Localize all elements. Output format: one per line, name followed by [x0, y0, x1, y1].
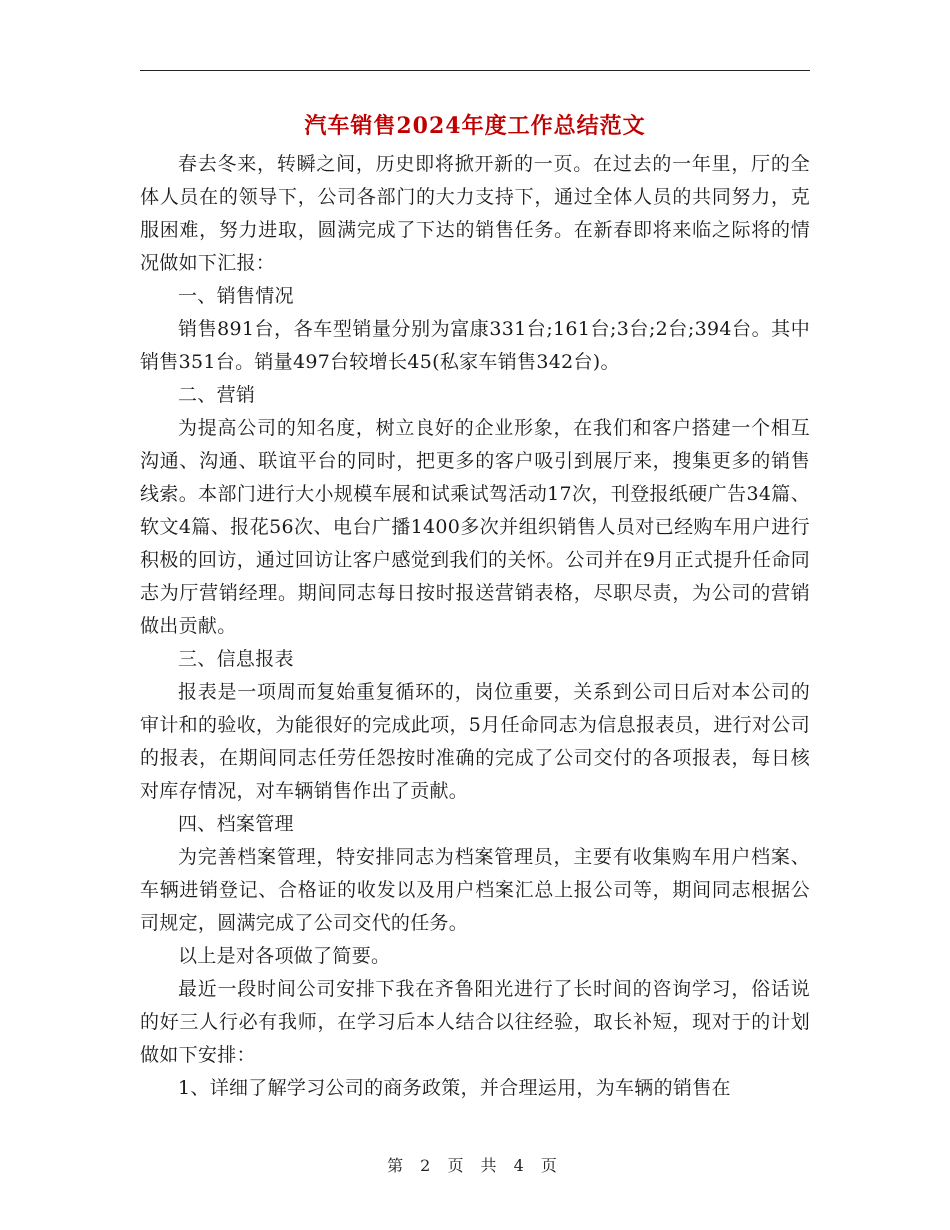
page-number: 第 2 页 共 4 页	[387, 1156, 563, 1175]
section-heading-sales: 一、销售情况	[178, 285, 294, 307]
paragraph-summary: 以上是对各项做了简要。	[178, 945, 391, 967]
section-heading-reports: 三、信息报表	[178, 648, 294, 670]
section-heading-archives: 四、档案管理	[178, 813, 294, 835]
paragraph-marketing: 为提高公司的知名度，树立良好的企业形象，在我们和客户搭建一个相互沟通、沟通、联谊平台的同时，把更多的客户吸引到展厅来，搜集更多的销售线索。本部门进行大小规模车展和试乘试驾活动17次，刊登报纸硬广告34篇、软文4篇、报花56次、电台广播1400多次并组织销售人员对已经购车用户进行积极的回访，通过回访让客户感觉到我们的关怀。公司并在9月正式提升任命同志为厅营销经理。期间同志每日按时报送营销表格，尽职尽责，为公司的营销做出贡献。	[140, 417, 810, 637]
document-body	[140, 148, 810, 1105]
header-rule	[140, 70, 810, 71]
paragraph-intro: 春去冬来，转瞬之间，历史即将掀开新的一页。在过去的一年里，厅的全体人员在的领导下，公司各部门的大力支持下，通过全体人员的共同努力，克服困难，努力进取，圆满完成了下达的销售任务。在新春即将来临之际将的情况做如下汇报：	[140, 153, 810, 274]
paragraph-archives: 为完善档案管理，特安排同志为档案管理员，主要有收集购车用户档案、车辆进销登记、合格证的收发以及用户档案汇总上报公司等，期间同志根据公司规定，圆满完成了公司交代的任务。	[140, 846, 810, 934]
paragraph-sales: 销售891台，各车型销量分别为富康331台;161台;3台;2台;394台。其中销售351台。销量497台较增长45(私家车销售342台)。	[140, 318, 810, 373]
paragraph-study: 最近一段时间公司安排下我在齐鲁阳光进行了长时间的咨询学习，俗话说的好三人行必有我师，在学习后本人结合以往经验，取长补短，现对于的计划做如下安排：	[140, 978, 810, 1066]
section-heading-marketing: 二、营销	[178, 384, 256, 406]
paragraph-reports: 报表是一项周而复始重复循环的，岗位重要，关系到公司日后对本公司的审计和的验收，为能很好的完成此项，5月任命同志为信息报表员，进行对公司的报表，在期间同志任劳任怨按时准确的完成了公司交付的各项报表，每日核对库存情况，对车辆销售作出了贡献。	[140, 681, 810, 802]
paragraph-plan-item-1: 1、详细了解学习公司的商务政策，并合理运用，为车辆的销售在	[178, 1077, 731, 1099]
document-title: 汽车销售2024年度工作总结范文	[304, 113, 646, 139]
